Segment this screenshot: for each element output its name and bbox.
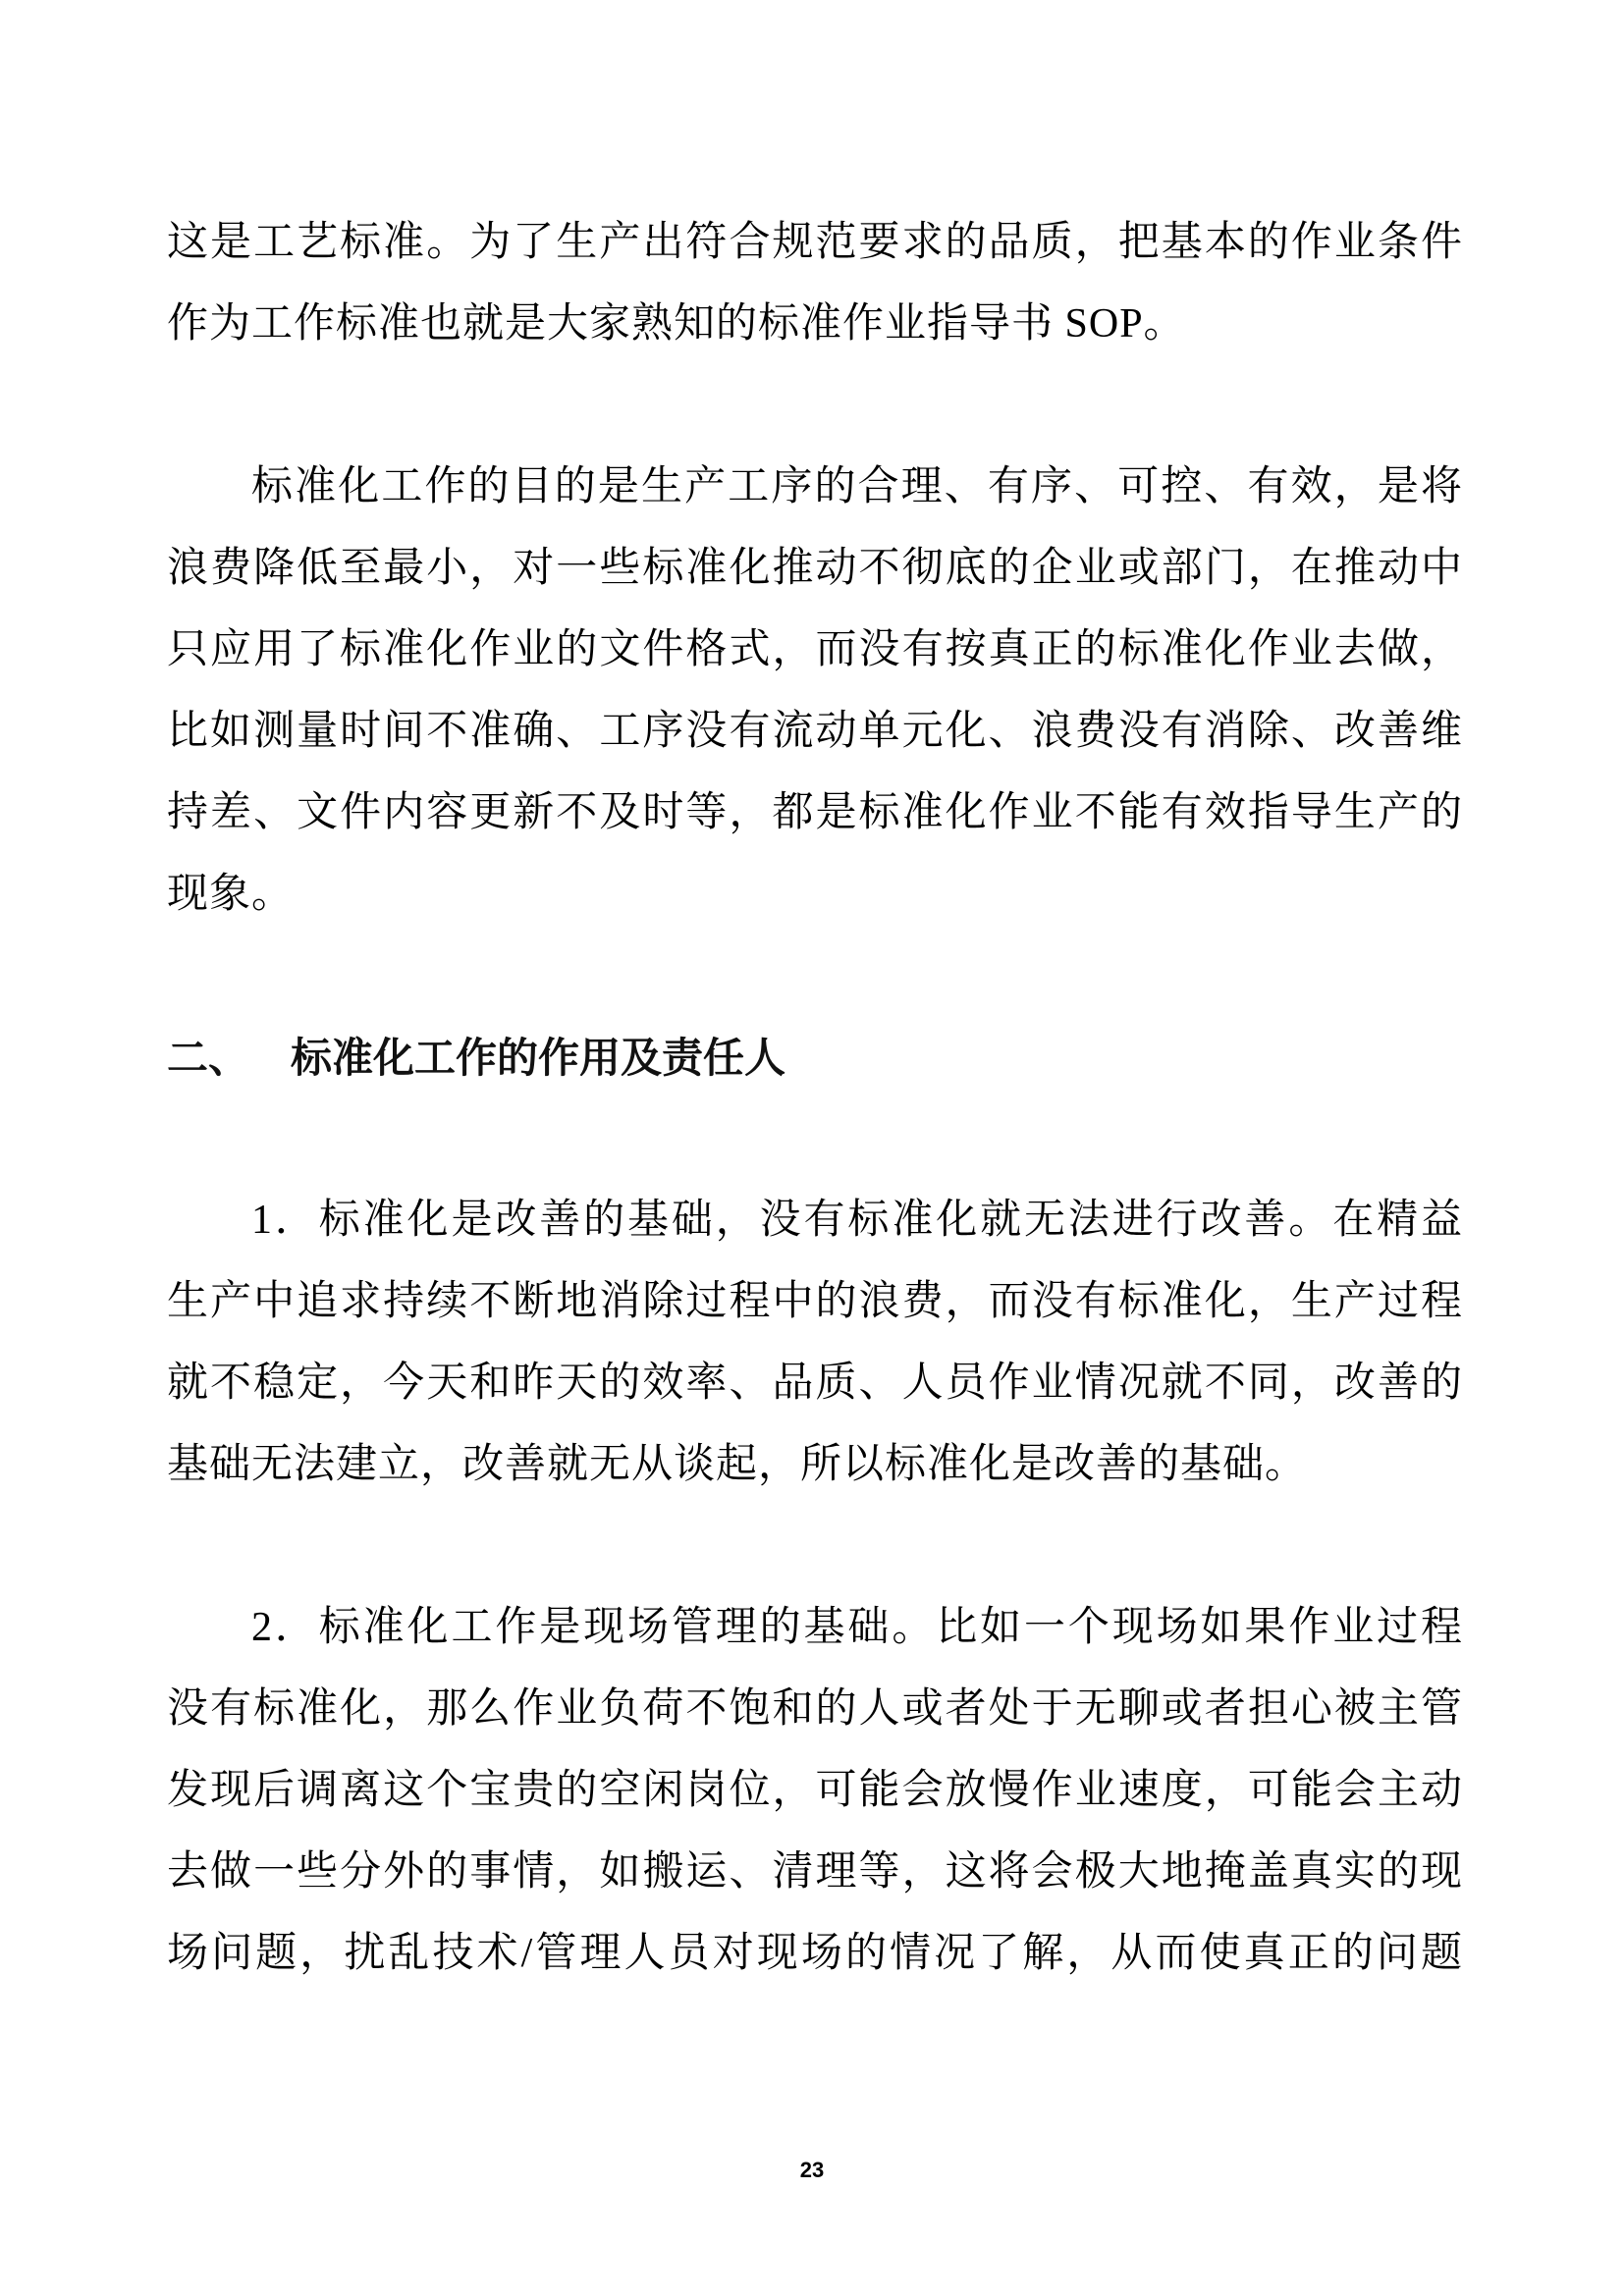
paragraph-point-2	[167, 1587, 1463, 1995]
paragraph-process-standard	[167, 202, 1463, 365]
text-line: 生产中追求持续不断地消除过程中的浪费，而没有标准化，生产过程	[167, 1279, 1463, 1324]
text-line: 标准化工作的目的是生产工序的合理、有序、可控、有效，是将	[251, 464, 1463, 509]
text-line: 场问题，扰乱技术/管理人员对现场的情况了解，从而使真正的问题	[167, 1931, 1463, 1976]
text-line: 发现后调离这个宝贵的空闲岗位，可能会放慢作业速度，可能会主动	[167, 1768, 1463, 1813]
text-line: 作为工作标准也就是大家熟知的标准作业指导书 SOP。	[167, 301, 1186, 347]
text-line: 持差、文件内容更新不及时等，都是标准化作业不能有效指导生产的	[167, 790, 1463, 835]
text-line: 2．标准化工作是现场管理的基础。比如一个现场如果作业过程	[251, 1605, 1463, 1650]
text-line: 浪费降低至最小，对一些标准化推动不彻底的企业或部门，在推动中	[167, 546, 1463, 591]
text-line: 就不稳定，今天和昨天的效率、品质、人员作业情况就不同，改善的	[167, 1361, 1463, 1406]
text-line: 没有标准化，那么作业负荷不饱和的人或者处于无聊或者担心被主管	[167, 1686, 1463, 1732]
text-line: 这是工艺标准。为了生产出符合规范要求的品质，把基本的作业条件	[167, 220, 1463, 265]
text-line: 去做一些分外的事情，如搬运、清理等，这将会极大地掩盖真实的现	[167, 1849, 1463, 1895]
text-line: 只应用了标准化作业的文件格式，而没有按真正的标准化作业去做，	[167, 627, 1463, 672]
document-content	[167, 202, 1463, 2076]
section-heading	[167, 1017, 1463, 1098]
text-line: 1．标准化是改善的基础，没有标准化就无法进行改善。在精益	[251, 1198, 1463, 1243]
text-line: 现象。	[167, 872, 295, 917]
page-number: 23	[799, 2158, 825, 2182]
section-heading-number: 二、	[167, 1035, 250, 1081]
text-line: 比如测量时间不准确、工序没有流动单元化、浪费没有消除、改善维	[167, 709, 1463, 754]
text-line: 基础无法建立，改善就无从谈起，所以标准化是改善的基础。	[167, 1442, 1308, 1487]
paragraph-point-1	[167, 1180, 1463, 1506]
section-heading-title: 标准化工作的作用及责任人	[291, 1035, 786, 1081]
paragraph-standardization-purpose	[167, 447, 1463, 935]
